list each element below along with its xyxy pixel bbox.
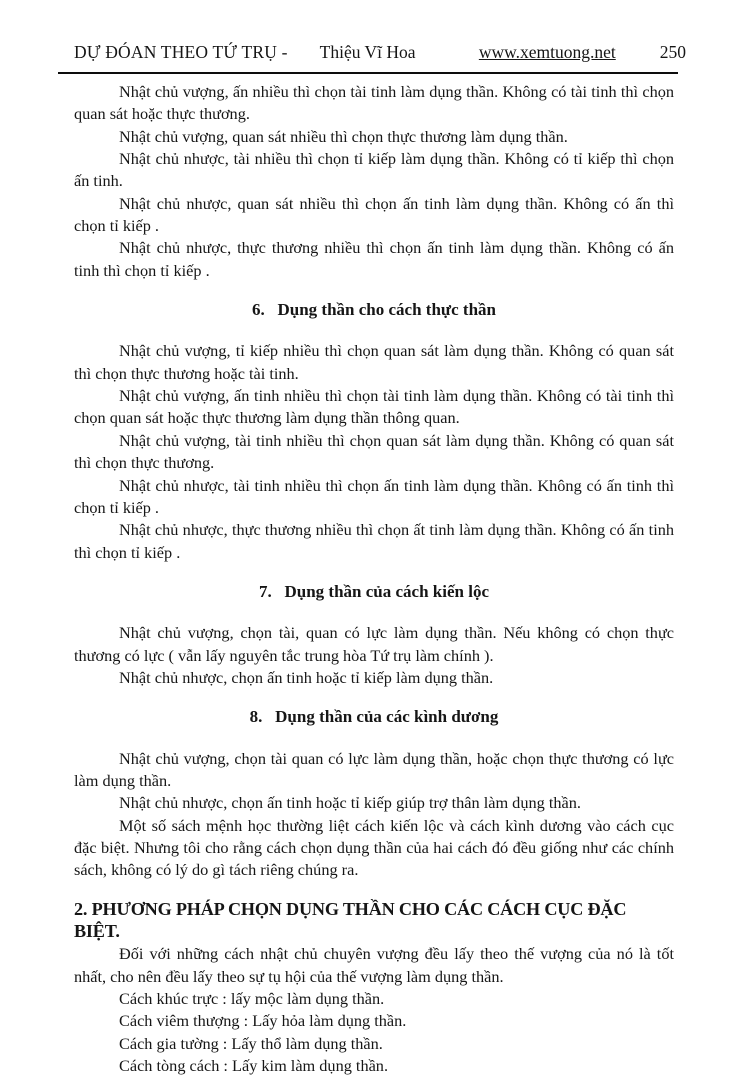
paragraph: Nhật chủ vượng, ấn tinh nhiều thì chọn tài tinh làm dụng thần. Không có tài tinh thì chọn quan sát hoặc thực thương làm dụng thần thông quan. bbox=[74, 386, 674, 428]
paragraph: Nhật chủ nhược, tài tinh nhiều thì chọn ấn tinh làm dụng thần. Không có ấn tinh thì chọn tỉ kiếp . bbox=[74, 475, 674, 517]
paragraph: Nhật chủ vượng, chọn tài, quan có lực làm dụng thần. Nếu không có chọn thực thương có lực ( vẫn lấy nguyên tắc trung hòa Tứ trụ làm chính ). bbox=[74, 623, 674, 665]
paragraph: Nhật chủ vượng, tài tinh nhiều thì chọn quan sát làm dụng thần. Không có quan sát thì chọn thực thương. bbox=[74, 430, 674, 473]
page-number: 250 bbox=[659, 42, 686, 62]
paragraph: Nhật chủ nhược, chọn ấn tinh hoặc tỉ kiếp giúp trợ thân làm dụng thần. bbox=[119, 793, 581, 813]
paragraph: Nhật chủ vượng, tỉ kiếp nhiều thì chọn quan sát làm dụng thần. Không có quan sát thì chọn thực thương hoặc tài tinh. bbox=[74, 341, 674, 383]
header-divider bbox=[58, 72, 678, 74]
paragraph: Cách khúc trực : lấy mộc làm dụng thần. bbox=[119, 989, 385, 1009]
paragraph: Nhật chủ nhược, quan sát nhiều thì chọn ấn tinh làm dụng thần. Không có ấn thì chọn tỉ kiếp . bbox=[74, 193, 674, 236]
paragraph: Cách gia tường : Lấy thổ làm dụng thần. bbox=[119, 1033, 383, 1053]
chapter-heading: 8. Dụng thần của các kình dương bbox=[249, 707, 499, 727]
paragraph: Nhật chủ nhược, chọn ấn tinh hoặc tỉ kiếp làm dụng thần. bbox=[119, 667, 494, 687]
paragraph: Cách viêm thượng : Lấy hỏa làm dụng thần. bbox=[119, 1011, 407, 1031]
chapter-heading: 7. Dụng thần của cách kiến lộc bbox=[259, 581, 489, 601]
paragraph: Nhật chủ vượng, ấn nhiều thì chọn tài tinh làm dụng thần. Không có tài tinh thì chọn quan sát hoặc thực thương. bbox=[74, 82, 674, 124]
paragraph: Đối với những cách nhật chủ chuyên vượng đều lấy theo thế vượng của nó là tốt nhất, cho nên đều lấy theo sự tụ hội của thế vượng làm dụng thần. bbox=[74, 944, 674, 986]
paragraph: Một số sách mệnh học thường liệt cách kiến lộc và cách kình dương vào cách cục đặc biệt. Nhưng tôi cho rằng cách chọn dụng thần của hai cách đó đều giống như các chính sách, không có lý do gì tách riêng chúng ra. bbox=[74, 815, 674, 880]
book-title: DỰ ĐÓAN THEO TỨ TRỤ - bbox=[74, 42, 288, 62]
page-header bbox=[74, 42, 686, 63]
paragraph: Nhật chủ nhược, tài nhiều thì chọn tỉ kiếp làm dụng thần. Không có tỉ kiếp thì chọn ấn tinh. bbox=[74, 149, 674, 191]
page-content bbox=[74, 81, 674, 1077]
paragraph: Cách tòng cách : Lấy kim làm dụng thần. bbox=[119, 1056, 389, 1076]
paragraph: Nhật chủ vượng, chọn tài quan có lực làm dụng thần, hoặc chọn thực thương có lực làm dụng thần. bbox=[74, 748, 674, 790]
paragraph: Nhật chủ nhược, thực thương nhiều thì chọn ấn tinh làm dụng thần. Không có ấn tinh thì chọn tỉ kiếp . bbox=[74, 238, 674, 280]
author-name: Thiệu Vĩ Hoa bbox=[319, 42, 416, 62]
paragraph: Nhật chủ vượng, quan sát nhiều thì chọn thực thương làm dụng thần. bbox=[119, 126, 568, 146]
paragraph: Nhật chủ nhược, thực thương nhiều thì chọn ất tinh làm dụng thần. Không có ấn tinh thì chọn tỉ kiếp . bbox=[74, 520, 674, 562]
website-link: www.xemtuong.net bbox=[478, 42, 616, 62]
chapter-heading: 6. Dụng thần cho cách thực thần bbox=[252, 300, 496, 320]
section-heading: 2. PHƯƠNG PHÁP CHỌN DỤNG THẦN CHO CÁC CÁCH CỤC ĐẶC BIỆT. bbox=[74, 898, 631, 941]
